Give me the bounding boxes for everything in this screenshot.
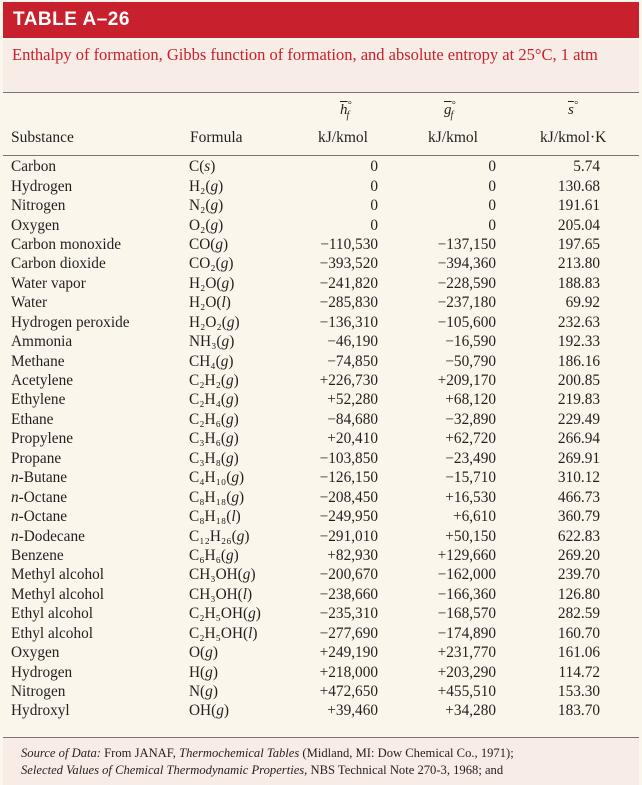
source-text-1: From JANAF,	[100, 746, 180, 760]
enthalpy-cell: −200,670	[319, 566, 378, 584]
formula-cell: C₂H₄(g)	[189, 391, 239, 409]
enthalpy-cell: −291,010	[319, 527, 378, 545]
spacer-cell	[600, 313, 636, 332]
substance-cell: n-Dodecane	[11, 527, 85, 545]
gibbs-cell: −32,890	[445, 410, 496, 428]
gibbs-cell: +231,770	[437, 644, 496, 662]
formula-cell: H(g)	[189, 663, 218, 681]
table-caption: Enthalpy of formation, Gibbs function of formation, and absolute entropy at 25°C, 1 atm	[3, 40, 639, 92]
gibbs-cell: −50,790	[445, 352, 496, 370]
formula-cell: H₂O₂(g)	[189, 313, 240, 331]
spacer-cell	[600, 176, 636, 195]
formula-cell: C₂H₅OH(g)	[189, 605, 261, 623]
enthalpy-cell: −235,310	[319, 605, 378, 623]
entropy-cell: 183.70	[557, 702, 600, 720]
substance-cell: Acetylene	[11, 372, 74, 390]
spacer-cell	[600, 449, 636, 468]
source-text-3: NBS Technical Note 270-3, 1968; and	[307, 763, 504, 777]
entropy-cell: 213.80	[557, 255, 600, 273]
table-row	[8, 332, 636, 351]
substance-cell: Propane	[11, 449, 62, 467]
table-row	[8, 701, 636, 720]
entropy-cell: 239.70	[557, 566, 600, 584]
table-row	[8, 604, 636, 623]
gibbs-cell: 0	[488, 177, 496, 195]
spacer-cell	[600, 429, 636, 448]
formula-cell: C₃H₆(g)	[189, 430, 239, 448]
spacer-cell	[600, 332, 636, 351]
spacer-cell	[600, 254, 636, 273]
substance-cell: Hydrogen peroxide	[11, 313, 130, 331]
enthalpy-cell: 0	[370, 216, 378, 234]
entropy-cell: 186.16	[557, 352, 600, 370]
gibbs-cell: −15,710	[445, 469, 496, 487]
spacer-cell	[600, 487, 636, 506]
entropy-cell: 161.06	[557, 644, 600, 662]
gibbs-cell: +203,290	[437, 663, 496, 681]
substance-cell: n-Butane	[11, 469, 68, 487]
formula-cell: H₂(g)	[189, 177, 224, 195]
spacer-cell	[600, 624, 636, 643]
substance-cell: Hydroxyl	[11, 702, 70, 720]
formula-cell: CH₃OH(g)	[189, 566, 256, 584]
header-formula: Formula	[190, 129, 243, 146]
table-row	[8, 235, 636, 254]
formula-cell: C₆H₆(g)	[189, 546, 239, 564]
table-row	[8, 390, 636, 409]
formula-cell: C₂H₅OH(l)	[189, 624, 258, 642]
entropy-cell: 5.74	[573, 158, 600, 176]
spacer-cell	[600, 274, 636, 293]
spacer-cell	[600, 701, 636, 720]
table-title: TABLE A–26	[3, 2, 639, 38]
table-row	[8, 176, 636, 195]
source-title-1: Thermochemical Tables	[179, 746, 300, 760]
table-row	[8, 546, 636, 565]
table-row	[8, 624, 636, 643]
enthalpy-cell: 0	[370, 158, 378, 176]
substance-cell: Oxygen	[11, 644, 60, 662]
substance-cell: Oxygen	[11, 216, 60, 234]
enthalpy-cell: −277,690	[319, 624, 378, 642]
formula-cell: CO₂(g)	[189, 255, 234, 273]
caption-rule	[3, 92, 639, 93]
table-row	[8, 468, 636, 487]
substance-cell: Propylene	[11, 430, 74, 448]
gibbs-cell: 0	[488, 216, 496, 234]
spacer-cell	[600, 662, 636, 681]
enthalpy-cell: +226,730	[319, 372, 378, 390]
entropy-cell: 160.70	[557, 624, 600, 642]
spacer-cell	[600, 235, 636, 254]
substance-cell: Benzene	[11, 546, 64, 564]
data-table	[8, 157, 636, 721]
entropy-cell: 197.65	[557, 235, 600, 253]
entropy-cell: 229.49	[557, 410, 600, 428]
gibbs-cell: +129,660	[437, 546, 496, 564]
enthalpy-cell: 0	[370, 177, 378, 195]
spacer-cell	[600, 215, 636, 234]
substance-cell: Methyl alcohol	[11, 585, 105, 603]
spacer-cell	[600, 526, 636, 545]
entropy-cell: 466.73	[557, 488, 600, 506]
substance-cell: Carbon dioxide	[11, 255, 106, 273]
table-row	[8, 196, 636, 215]
substance-cell: Ethyl alcohol	[11, 605, 93, 623]
gibbs-cell: +50,150	[445, 527, 496, 545]
formula-cell: C₃H₈(g)	[189, 449, 239, 467]
entropy-cell: 232.63	[557, 313, 600, 331]
gibbs-cell: −168,570	[437, 605, 496, 623]
entropy-cell: 269.20	[557, 546, 600, 564]
spacer-cell	[600, 565, 636, 584]
entropy-cell: 200.85	[557, 372, 600, 390]
entropy-cell: 114.72	[558, 663, 600, 681]
formula-cell: C₄H₁₀(g)	[189, 469, 245, 487]
substance-cell: Nitrogen	[11, 683, 66, 701]
spacer-cell	[600, 371, 636, 390]
table-row	[8, 643, 636, 662]
entropy-cell: 126.80	[557, 585, 600, 603]
table-row	[8, 585, 636, 604]
gibbs-cell: −105,600	[437, 313, 496, 331]
entropy-cell: 360.79	[557, 508, 600, 526]
table-row	[8, 565, 636, 584]
header-enthalpy-unit: kJ/kmol	[318, 129, 368, 146]
header-rule	[3, 155, 639, 156]
formula-cell: C(s)	[189, 158, 216, 176]
entropy-cell: 192.33	[557, 333, 600, 351]
formula-cell: O₂(g)	[189, 216, 224, 234]
gibbs-cell: −228,590	[437, 274, 496, 292]
header-gibbs-unit: kJ/kmol	[428, 129, 478, 146]
substance-cell: Ethane	[11, 410, 54, 428]
table-row	[8, 313, 636, 332]
table-row	[8, 507, 636, 526]
table-row	[8, 682, 636, 701]
substance-cell: n-Octane	[11, 508, 68, 526]
gibbs-cell: +62,720	[445, 430, 496, 448]
spacer-cell	[600, 196, 636, 215]
header-entropy-unit: kJ/kmol·K	[540, 129, 607, 146]
enthalpy-cell: −241,820	[319, 274, 378, 292]
gibbs-cell: −166,360	[437, 585, 496, 603]
substance-cell: Ethylene	[11, 391, 66, 409]
enthalpy-symbol: $\overline{h}^\circ_f$	[340, 100, 352, 121]
substance-cell: Methane	[11, 352, 65, 370]
table-row	[8, 371, 636, 390]
spacer-cell	[600, 507, 636, 526]
formula-cell: CH₃OH(l)	[189, 585, 253, 603]
source-label: Source of Data:	[21, 746, 101, 760]
spacer-cell	[600, 643, 636, 662]
gibbs-cell: +16,530	[445, 488, 496, 506]
spacer-cell	[600, 585, 636, 604]
enthalpy-cell: +249,190	[319, 644, 378, 662]
formula-cell: C₈H₁₈(g)	[189, 488, 245, 506]
enthalpy-cell: −208,450	[319, 488, 378, 506]
spacer-cell	[600, 682, 636, 701]
table-row	[8, 351, 636, 370]
spacer-cell	[600, 604, 636, 623]
gibbs-cell: +34,280	[445, 702, 496, 720]
enthalpy-cell: −238,660	[319, 585, 378, 603]
gibbs-cell: 0	[488, 158, 496, 176]
formula-cell: N₂(g)	[189, 197, 224, 215]
entropy-cell: 188.83	[557, 274, 600, 292]
enthalpy-cell: +20,410	[327, 430, 378, 448]
substance-cell: Hydrogen	[11, 663, 73, 681]
formula-cell: C₈H₁₈(l)	[189, 508, 241, 526]
table-row	[8, 274, 636, 293]
formula-cell: N(g)	[189, 683, 218, 701]
formula-cell: OH(g)	[189, 702, 229, 720]
substance-cell: Water	[11, 294, 48, 312]
formula-cell: C₂H₆(g)	[189, 410, 239, 428]
table-row	[8, 215, 636, 234]
enthalpy-cell: 0	[370, 197, 378, 215]
entropy-cell: 191.61	[557, 197, 600, 215]
enthalpy-cell: −84,680	[327, 410, 378, 428]
gibbs-cell: −174,890	[437, 624, 496, 642]
substance-cell: Carbon monoxide	[11, 235, 122, 253]
enthalpy-cell: +218,000	[319, 663, 378, 681]
enthalpy-cell: −126,150	[319, 469, 378, 487]
enthalpy-cell: −46,190	[327, 333, 378, 351]
spacer-cell	[600, 157, 636, 176]
gibbs-cell: −16,590	[445, 333, 496, 351]
gibbs-cell: −237,180	[437, 294, 496, 312]
table-row	[8, 526, 636, 545]
substance-cell: n-Octane	[11, 488, 68, 506]
table-row	[8, 449, 636, 468]
formula-cell: H₂O(g)	[189, 274, 235, 292]
enthalpy-cell: −74,850	[327, 352, 378, 370]
enthalpy-cell: −103,850	[319, 449, 378, 467]
enthalpy-cell: −285,830	[319, 294, 378, 312]
entropy-cell: 130.68	[557, 177, 600, 195]
spacer-cell	[600, 546, 636, 565]
substance-cell: Nitrogen	[11, 197, 66, 215]
spacer-cell	[600, 351, 636, 370]
enthalpy-cell: −110,530	[320, 235, 378, 253]
enthalpy-cell: +472,650	[319, 683, 378, 701]
spacer-cell	[600, 410, 636, 429]
table-row	[8, 410, 636, 429]
table-row	[8, 429, 636, 448]
source-note	[3, 738, 639, 785]
substance-cell: Methyl alcohol	[11, 566, 105, 584]
spacer-cell	[600, 293, 636, 312]
table-row	[8, 254, 636, 273]
entropy-cell: 266.94	[557, 430, 600, 448]
gibbs-cell: −394,360	[437, 255, 496, 273]
entropy-cell: 153.30	[557, 683, 600, 701]
spacer-cell	[600, 390, 636, 409]
enthalpy-cell: +52,280	[327, 391, 378, 409]
entropy-cell: 622.83	[557, 527, 600, 545]
formula-cell: NH₃(g)	[189, 333, 235, 351]
entropy-cell: 282.59	[557, 605, 600, 623]
spacer-cell	[600, 468, 636, 487]
enthalpy-cell: −249,950	[319, 508, 378, 526]
substance-cell: Ammonia	[11, 333, 73, 351]
formula-cell: CO(g)	[189, 235, 229, 253]
entropy-cell: 205.04	[557, 216, 600, 234]
substance-cell: Hydrogen	[11, 177, 73, 195]
substance-cell: Ethyl alcohol	[11, 624, 93, 642]
data-table-body	[8, 157, 636, 721]
enthalpy-cell: −136,310	[319, 313, 378, 331]
gibbs-cell: +68,120	[445, 391, 496, 409]
formula-cell: CH₄(g)	[189, 352, 234, 370]
gibbs-cell: +209,170	[437, 372, 496, 390]
gibbs-cell: +6,610	[452, 508, 496, 526]
formula-cell: O(g)	[189, 644, 218, 662]
table-row	[8, 487, 636, 506]
substance-cell: Water vapor	[11, 274, 86, 292]
gibbs-cell: +455,510	[437, 683, 496, 701]
entropy-cell: 69.92	[565, 294, 600, 312]
entropy-symbol: $\overline{s}^\circ$	[568, 100, 578, 118]
formula-cell: C₁₂H₂₆(g)	[189, 527, 250, 545]
source-title-2: Selected Values of Chemical Thermodynamic Properties,	[21, 763, 308, 777]
entropy-cell: 219.83	[557, 391, 600, 409]
substance-cell: Carbon	[11, 158, 57, 176]
gibbs-cell: −23,490	[445, 449, 496, 467]
formula-cell: H₂O(l)	[189, 294, 231, 312]
gibbs-cell: −137,150	[437, 235, 496, 253]
table-row	[8, 662, 636, 681]
entropy-cell: 310.12	[557, 469, 600, 487]
gibbs-cell: 0	[488, 197, 496, 215]
table-row	[8, 157, 636, 176]
formula-cell: C₂H₂(g)	[189, 372, 239, 390]
table-row	[8, 293, 636, 312]
gibbs-cell: −162,000	[437, 566, 496, 584]
enthalpy-cell: +39,460	[327, 702, 378, 720]
enthalpy-cell: −393,520	[319, 255, 378, 273]
enthalpy-cell: +82,930	[327, 546, 378, 564]
header-substance: Substance	[11, 129, 74, 146]
source-text-2: (Midland, MI: Dow Chemical Co., 1971);	[299, 746, 514, 760]
gibbs-symbol: $\overline{g}^\circ_f$	[444, 100, 456, 121]
entropy-cell: 269.91	[557, 449, 600, 467]
